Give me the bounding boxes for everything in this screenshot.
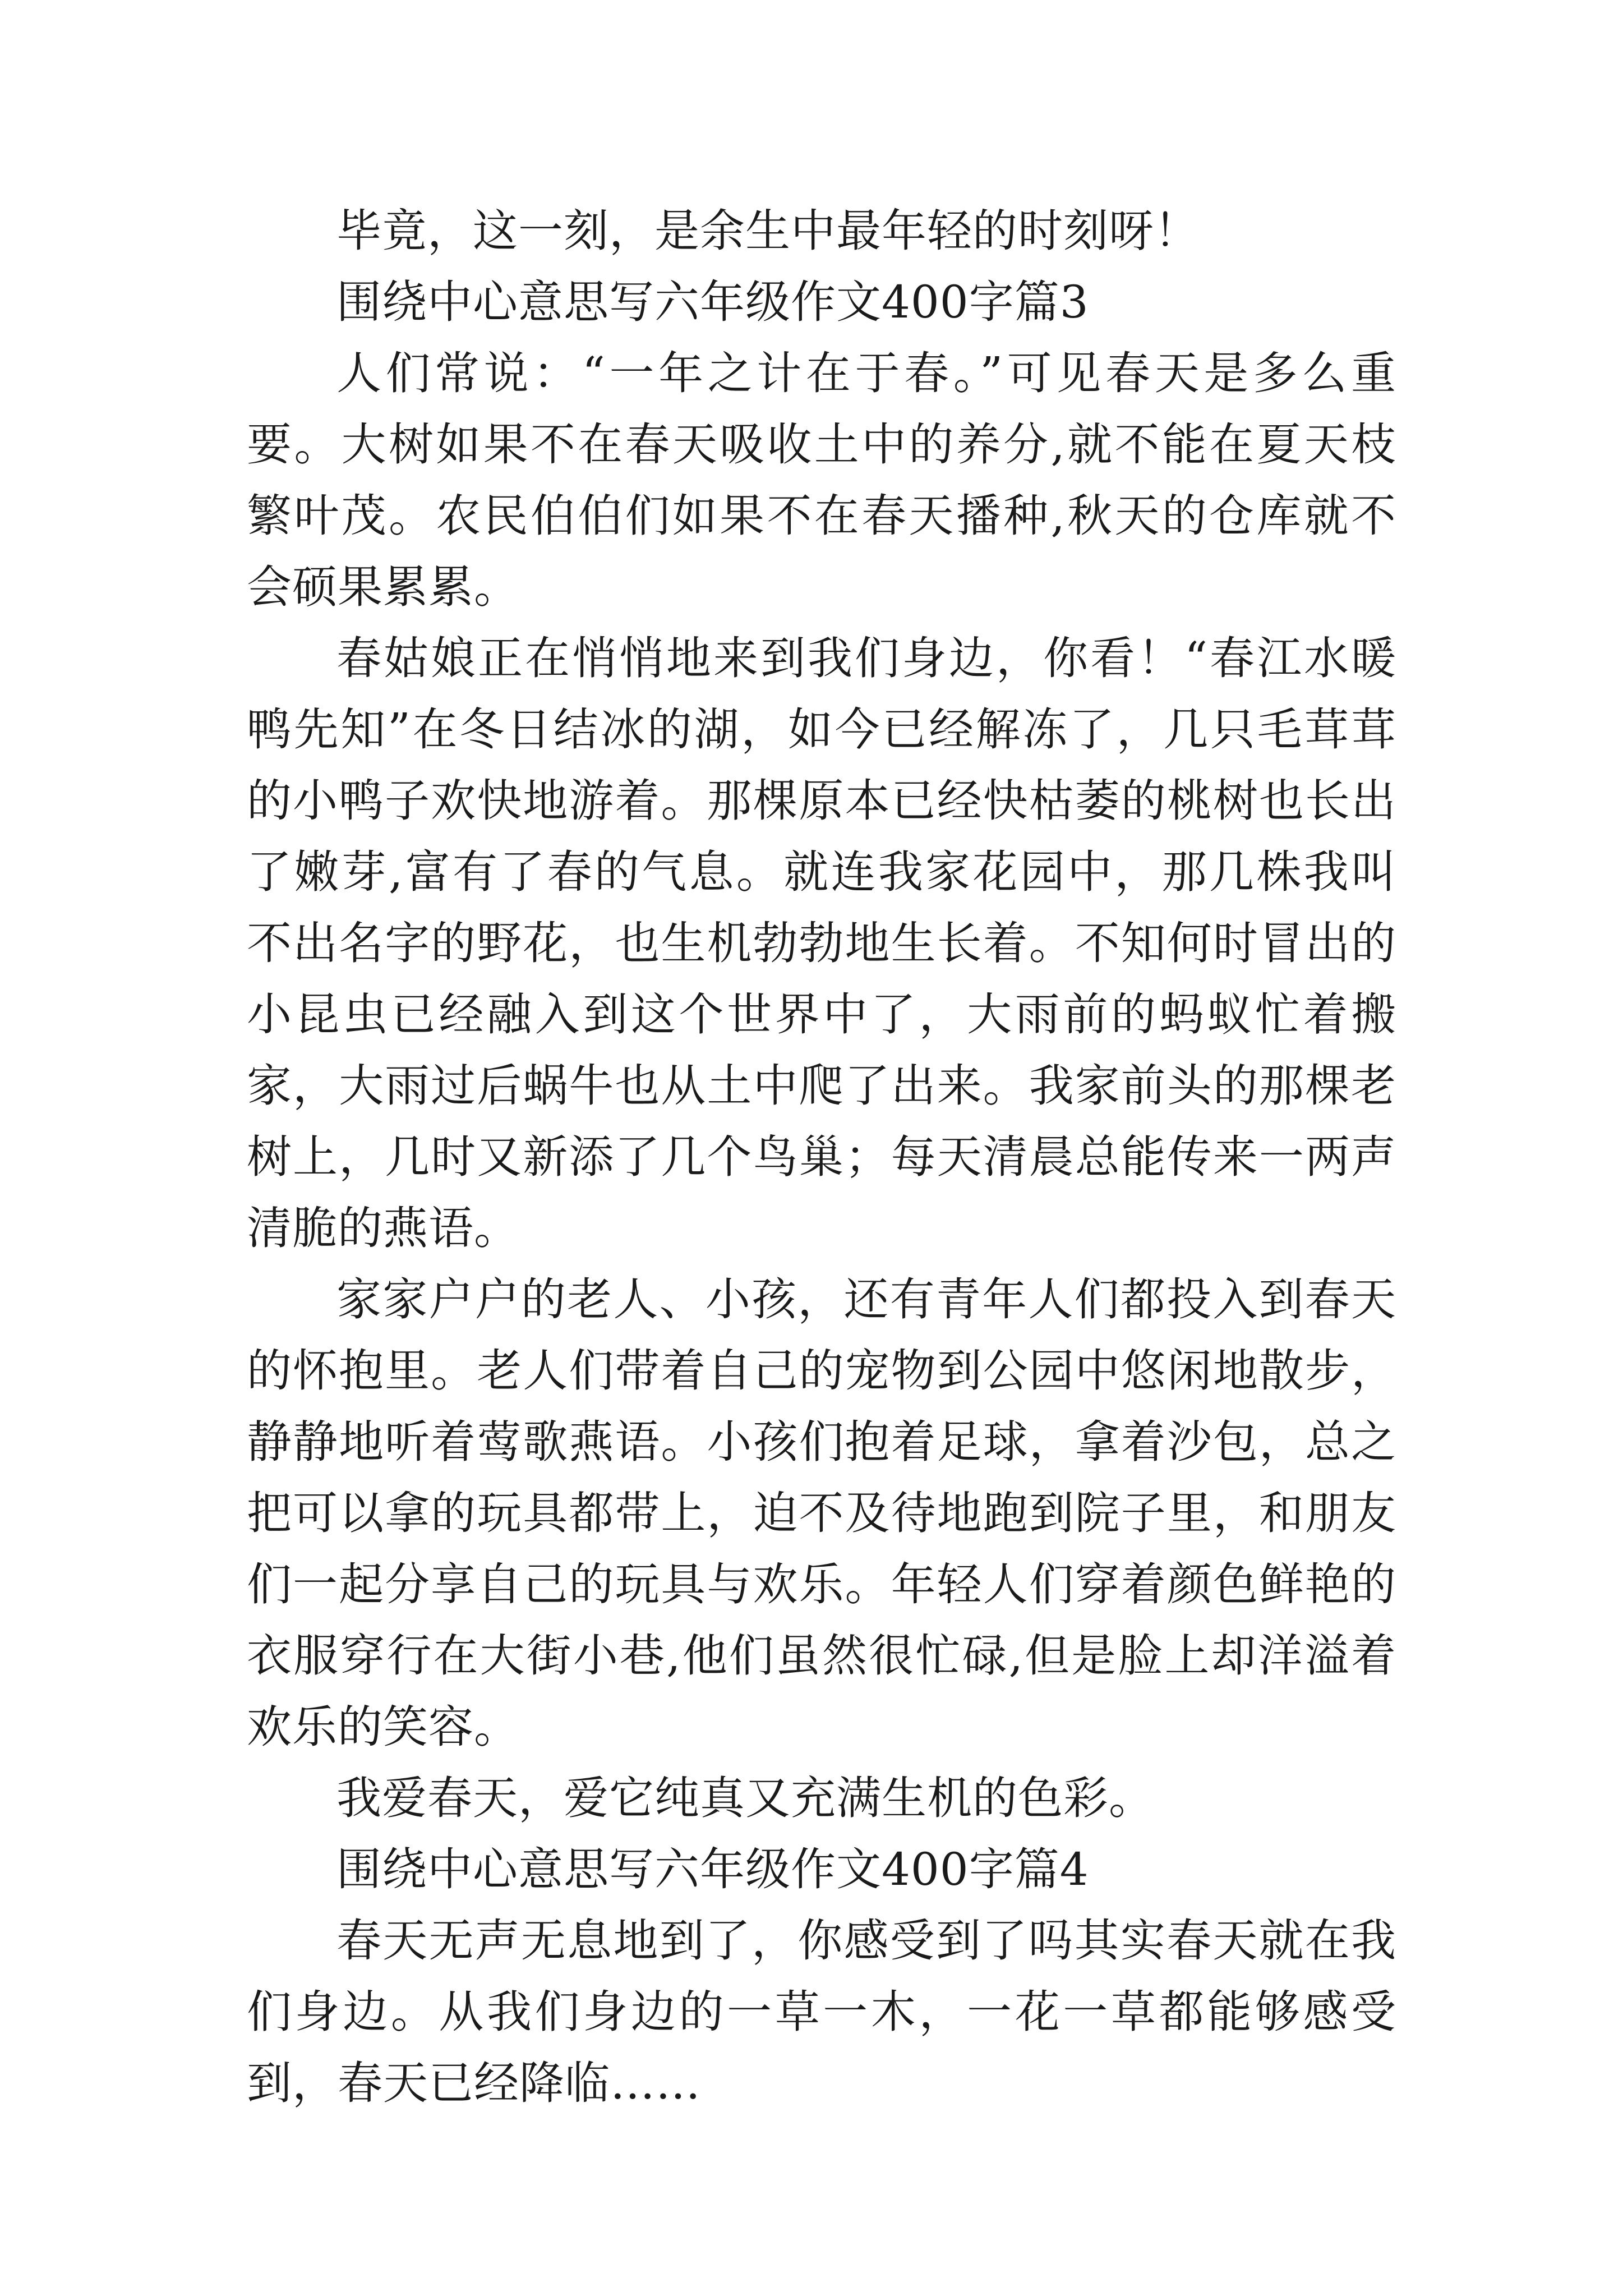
paragraph: 我爱春天，爱它纯真又充满生机的色彩。 bbox=[336, 1772, 1154, 1824]
document-body bbox=[247, 195, 1396, 2119]
paragraph: 春天无声无息地到了，你感受到了吗其实春天就在我们身边。从我们身边的一草一木，一花一草都能够感受到，春天已经降临…… bbox=[247, 1915, 1396, 2109]
section-heading-4: 围绕中心意思写六年级作文400字篇4 bbox=[336, 1843, 1089, 1895]
paragraph: 人们常说：“一年之计在于春。”可见春天是多么重要。大树如果不在春天吸收土中的养分,就不能在夏天枝繁叶茂。农民伯伯们如果不在春天播种,秋天的仓库就不会硕果累累。 bbox=[247, 347, 1396, 613]
section-heading-3: 围绕中心意思写六年级作文400字篇3 bbox=[336, 276, 1089, 328]
paragraph: 春姑娘正在悄悄地来到我们身边，你看！“春江水暖鸭先知”在冬日结冰的湖，如今已经解冻了，几只毛茸茸的小鸭子欢快地游着。那棵原本已经快枯萎的桃树也长出了嫩芽,富有了春的气息。就连我家花园中，那几株我叫不出名字的野花，也生机勃勃地生长着。不知何时冒出的小昆虫已经融入到这个世界中了，大雨前的蚂蚁忙着搬家，大雨过后蜗牛也从土中爬了出来。我家前头的那棵老树上，几时又新添了几个鸟巢；每天清晨总能传来一两声清脆的燕语。 bbox=[247, 632, 1396, 1254]
paragraph: 家家户户的老人、小孩，还有青年人们都投入到春天的怀抱里。老人们带着自己的宠物到公园中悠闲地散步，静静地听着莺歌燕语。小孩们抱着足球，拿着沙包，总之把可以拿的玩具都带上，迫不及待地跑到院子里，和朋友们一起分享自己的玩具与欢乐。年轻人们穿着颜色鲜艳的衣服穿行在大街小巷,他们虽然很忙碌,但是脸上却洋溢着欢乐的笑容。 bbox=[247, 1273, 1396, 1753]
paragraph-closing-line: 毕竟，这一刻，是余生中最年轻的时刻呀！ bbox=[336, 205, 1200, 257]
